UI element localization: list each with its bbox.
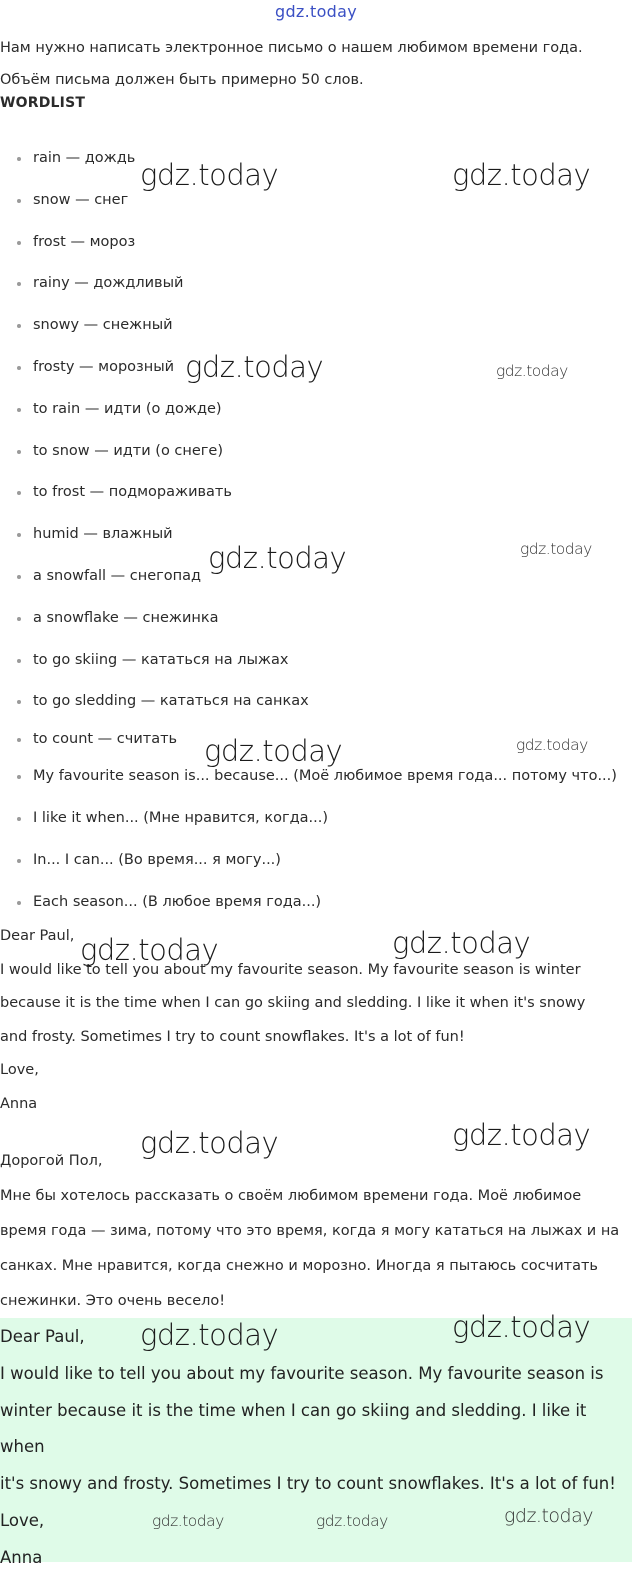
letter-closing: Love,	[0, 1511, 45, 1530]
watermark: gdz.today	[80, 933, 219, 967]
letter-signature: Anna	[0, 1095, 38, 1112]
wordlist-item: humid — влажный	[0, 514, 632, 556]
wordlist-item: frost — мороз	[0, 222, 632, 264]
wordlist-item: to go skiing — кататься на лыжах	[0, 640, 632, 682]
letter-body-line: I would like to tell you about my favourite season. My favourite season is winter	[0, 961, 581, 978]
letter-body-line: it's snowy and frosty. Sometimes I try to count snowflakes. It's a lot of fun!	[0, 1474, 616, 1493]
wordlist-item: rain — дождь	[0, 138, 632, 180]
letter-greeting: Дорогой Пол,	[0, 1153, 103, 1169]
wordlist-item: to go sledding — кататься на санках	[0, 681, 632, 723]
wordlist	[0, 138, 632, 923]
watermark: gdz.today	[140, 1318, 279, 1352]
wordlist-item: rainy — дождливый	[0, 263, 632, 305]
letter-body-line: and frosty. Sometimes I try to count snowflakes. It's a lot of fun!	[0, 1028, 465, 1045]
watermark: gdz.today	[520, 540, 592, 558]
intro-line: Нам нужно написать электронное письмо о нашем любимом времени года.	[0, 40, 583, 56]
wordlist-item: to count — считать	[0, 723, 632, 756]
letter-closing: Love,	[0, 1062, 39, 1078]
watermark: gdz.today	[452, 158, 591, 192]
watermark: gdz.today	[392, 926, 531, 960]
task-intro	[0, 32, 630, 96]
wordlist-item: snowy — снежный	[0, 305, 632, 347]
top-watermark: gdz.today	[275, 2, 357, 21]
letter-body-line: because it is the time when I can go skiing and sledding. I like it when it's snowy	[0, 995, 586, 1011]
letter-russian	[0, 1144, 632, 1319]
watermark: gdz.today	[140, 158, 279, 192]
wordlist-item: to rain — идти (о дожде)	[0, 389, 632, 431]
letter-body-line: снежинки. Это очень весело!	[0, 1293, 226, 1309]
wordlist-heading: WORDLIST	[0, 95, 86, 111]
wordlist-item: snow — снег	[0, 180, 632, 222]
wordlist-item: a snowfall — снегопад	[0, 556, 632, 598]
watermark: gdz.today	[185, 350, 324, 384]
wordlist-item: My favourite season is... because... (Моё любимое время года... потому что...)	[0, 756, 632, 798]
watermark: gdz.today	[152, 1512, 224, 1530]
wordlist-item: I like it when... (Мне нравится, когда...)	[0, 798, 632, 840]
letter-greeting: Dear Paul,	[0, 1327, 85, 1346]
watermark: gdz.today	[208, 541, 347, 575]
watermark: gdz.today	[204, 734, 343, 768]
intro-line: Объём письма должен быть примерно 50 слов.	[0, 72, 364, 88]
letter-body-line: I would like to tell you about my favourite season. My favourite season is	[0, 1364, 604, 1383]
letter-answer	[0, 1318, 632, 1576]
wordlist-item: to frost — подмораживать	[0, 472, 632, 514]
letter-body-line: Мне бы хотелось рассказать о своём любимом времени года. Моё любимое	[0, 1188, 582, 1204]
letter-signature: Anna	[0, 1548, 43, 1567]
wordlist-item: frosty — морозный	[0, 347, 632, 389]
letter-body-line: winter because it is the time when I can go skiing and sledding. I like it when	[0, 1401, 587, 1456]
watermark: gdz.today	[516, 736, 588, 754]
watermark: gdz.today	[504, 1505, 593, 1527]
watermark: gdz.today	[452, 1310, 591, 1344]
letter-body-line: санках. Мне нравится, когда снежно и морозно. Иногда я пытаюсь сосчитать	[0, 1258, 598, 1274]
letter-greeting: Dear Paul,	[0, 928, 75, 944]
watermark: gdz.today	[452, 1118, 591, 1152]
watermark: gdz.today	[140, 1126, 279, 1160]
wordlist-item: to snow — идти (о снеге)	[0, 431, 632, 473]
letter-body-line: время года — зима, потому что это время, когда я могу кататься на лыжах и на	[0, 1223, 620, 1239]
watermark: gdz.today	[496, 362, 568, 380]
watermark: gdz.today	[316, 1512, 388, 1530]
wordlist-item: a snowflake — снежинка	[0, 598, 632, 640]
wordlist-item: In... I can... (Во время... я могу...)	[0, 840, 632, 882]
wordlist-item: Each season... (В любое время года...)	[0, 882, 632, 924]
